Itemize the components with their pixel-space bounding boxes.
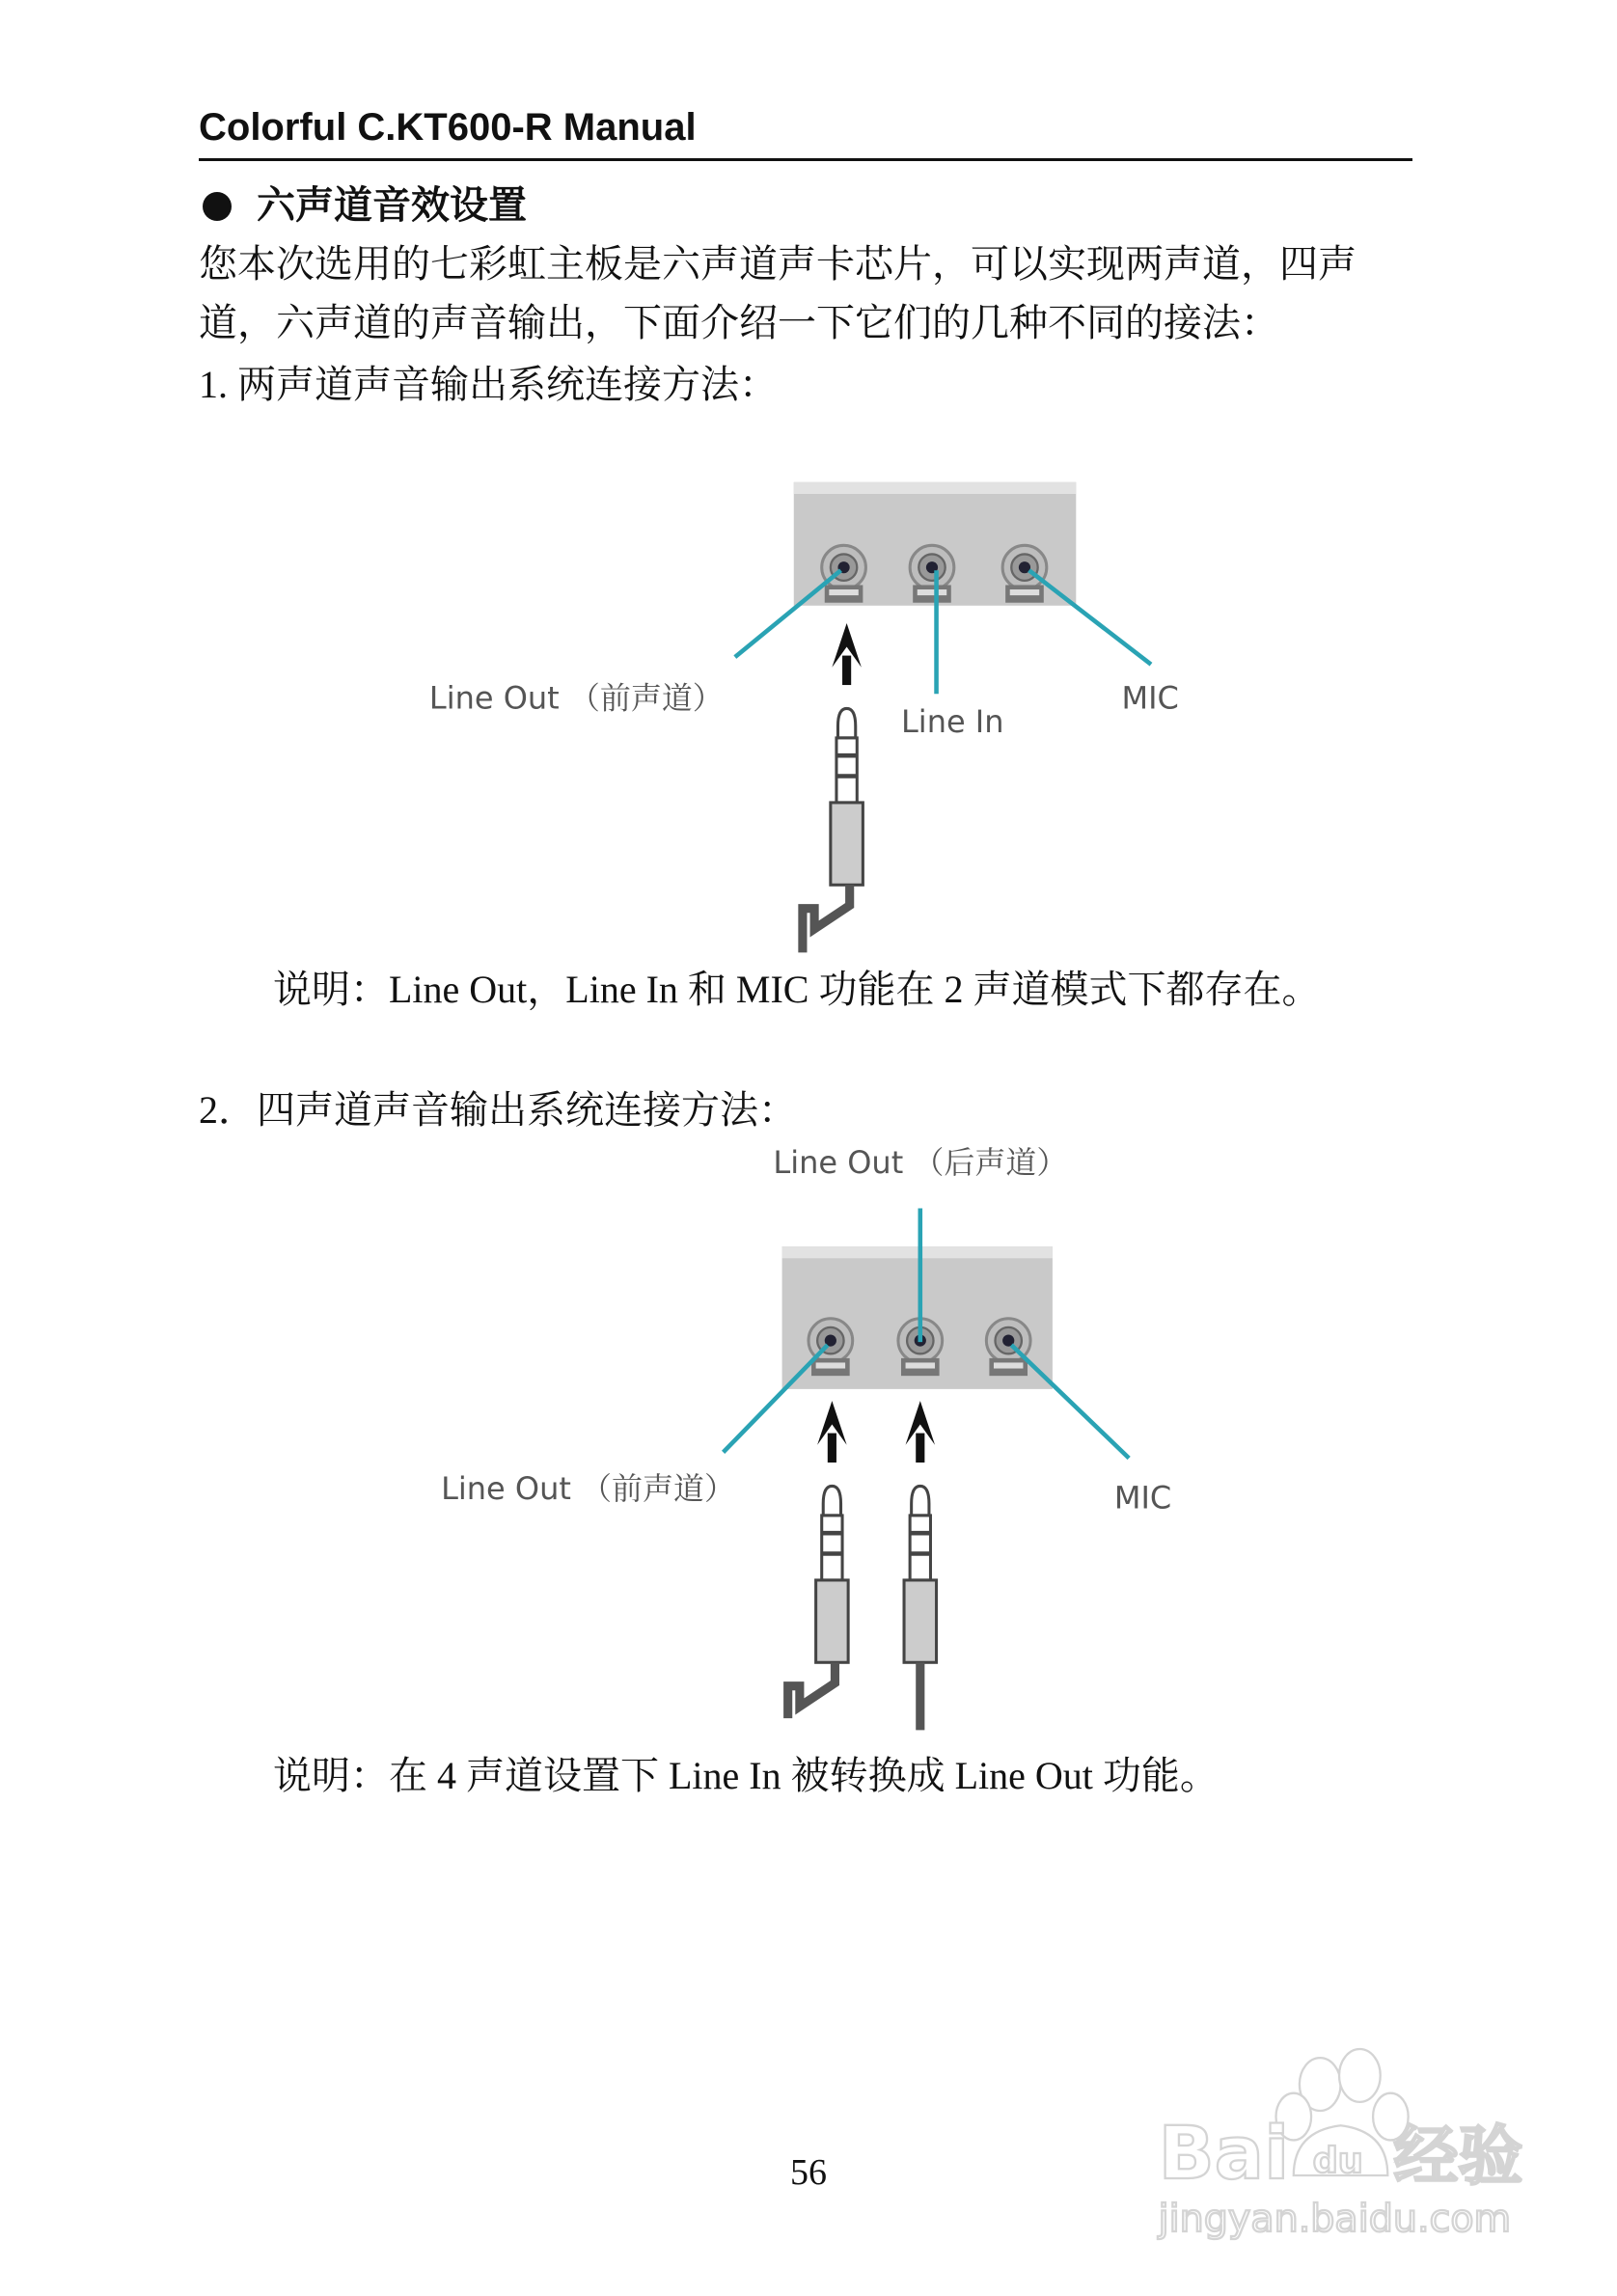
label-mic: MIC <box>1121 679 1179 717</box>
svg-text:Bai: Bai <box>1158 2110 1290 2197</box>
label-line-out-front: Line Out （前声道） <box>428 679 724 717</box>
svg-text:经验: 经验 <box>1393 2118 1523 2195</box>
svg-text:du: du <box>1312 2139 1363 2181</box>
label-line-out-rear: Line Out （后声道） <box>773 1143 1068 1181</box>
plug-icon <box>803 623 863 952</box>
label-mic-4ch: MIC <box>1113 1479 1172 1517</box>
label-line-out-front-4ch: Line Out （前声道） <box>441 1470 735 1508</box>
step1-note: 说明：Line Out，Line In 和 MIC 功能在 2 声道模式下都存在。 <box>273 968 1321 1011</box>
step2-title: 2．四声道声音输出系统连接方法： <box>199 1088 797 1132</box>
baidu-watermark-logo <box>1158 2049 1523 2241</box>
intro-line-1: 您本次选用的七彩虹主板是六声道声卡芯片，可以实现两声道，四声 <box>199 242 1357 286</box>
page-number: 56 <box>790 2152 827 2193</box>
plug-icon <box>904 1401 937 1730</box>
step2-note: 说明：在 4 声道设置下 Line In 被转换成 Line Out 功能。 <box>273 1754 1219 1797</box>
section-heading-text: 六声道音效设置 <box>257 183 527 227</box>
svg-text:jingyan.baidu.com: jingyan.baidu.com <box>1158 2196 1512 2241</box>
label-line-in: Line In <box>900 702 1004 740</box>
audio-panel-4ch <box>782 1246 1053 1389</box>
manual-header-title: Colorful C.KT600-R Manual <box>199 106 697 149</box>
intro-line-2: 道，六声道的声音输出，下面介绍一下它们的几种不同的接法： <box>199 301 1279 344</box>
step1-title: 1. 两声道声音输出系统连接方法： <box>199 363 778 406</box>
plug-icon <box>788 1401 848 1718</box>
